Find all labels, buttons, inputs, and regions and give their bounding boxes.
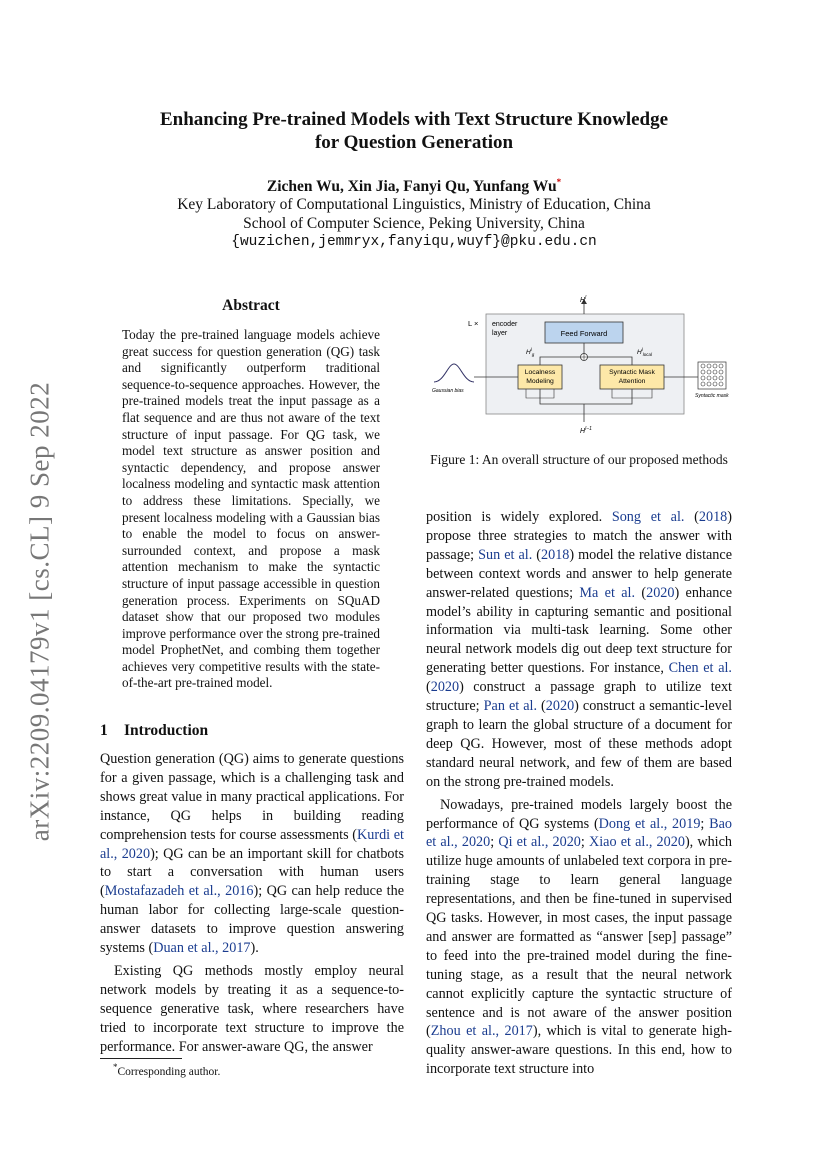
footnote-rule xyxy=(100,1058,182,1059)
gaussian-label: Gaussian bias xyxy=(432,388,464,394)
citation-link[interactable]: 2020 xyxy=(430,679,460,696)
syntactic-mask-label: Syntactic mask xyxy=(695,393,729,399)
author-footnote-mark: * xyxy=(556,177,562,187)
section-title: Introduction xyxy=(124,722,209,739)
author-list xyxy=(0,177,828,196)
citation-link[interactable]: Ma et al. xyxy=(579,584,636,601)
citation-link[interactable]: Chen et al. xyxy=(668,660,732,677)
abstract-heading: Abstract xyxy=(222,297,280,314)
right-paragraph-1: position is widely explored. Song et al. (2018) propose three strategies to match the answer with passage; Sun et al. (2018) model the relative distance between context words and answer to help generate answer-related questions; Ma et al. (2020) enhance model’s ability in capturing semantic and positional information via multi-task learning. Some other neural network models dig out deep text structure for generating better questions. For instance, Chen et al. (2020) construct a passage graph to utilize text structure; Pan et al. (2020) construct a semantic-level graph to learn the global structure of a document for deep QG. However, most of these methods adopt standard neural network, and few of them are based on the strong pre-trained models. xyxy=(426,509,733,790)
intro-paragraph-1: Question generation (QG) aims to generate questions for a given passage, which is a challenging task and shows great value in many practical applications. For instance, QG helps in building reading comprehension tests for course assessments (Kurdi et al., 2020); QG can be an important skill for chatbots to start a conversation with human users (Mostafazadeh et al., 2016); QG can help reduce the human labor for collecting large-scale question-answer datasets to improve question answering systems (Duan et al., 2017). xyxy=(100,751,405,957)
citation-link[interactable]: Dong et al., 2019 xyxy=(598,815,701,832)
footnote xyxy=(113,1062,220,1078)
citation-link[interactable]: 2020 xyxy=(545,698,575,715)
authors: Zichen Wu, Xin Jia, Fanyi Qu, Yunfang Wu xyxy=(266,178,557,196)
abstract-text: Today the pre-trained language models achieve great success for question generation (QG) task and significantly outperform traditional sequence-to-sequence approaches. However, the pre-trained models treat the input passage as a flat sequence and are thus not aware of the text structure of input passage. For QG task, we model text structure as answer position and syntactic dependency, and propose answer localness modeling and syntactic mask attention to address these limitations. Specially, we present localness modeling with a Gaussian bias to enable the model to focus on answer-surrounded context, and propose a mask attention mechanism to make the syntactic structure of input passage accessible in question generation process. Experiments on SQuAD dataset show that our proposed two modules improve performance over the strong pre-trained model ProphetNet, and combing them together achieves very competitive results with the state-of-the-art pre-trained model. xyxy=(122,327,380,691)
localness-label-2: Modeling xyxy=(526,378,554,385)
affiliation-2: School of Computer Science, Peking University, China xyxy=(243,215,585,232)
citation-link[interactable]: Duan et al., 2017 xyxy=(153,940,251,957)
citation-link[interactable]: Xiao et al., 2020 xyxy=(588,834,685,851)
figure-caption: Figure 1: An overall structure of our proposed methods xyxy=(430,452,728,467)
h-right-label: $H^l_{local}$ xyxy=(637,347,652,357)
localness-label-1: Localness xyxy=(524,369,556,376)
footnote-text: Corresponding author. xyxy=(117,1065,221,1078)
section-number: 1 xyxy=(100,722,108,739)
affiliation-1: Key Laboratory of Computational Linguistics, Ministry of Education, China xyxy=(177,196,651,213)
section-heading xyxy=(100,722,208,740)
encoder-label-1: encoder xyxy=(492,321,518,328)
encoder-label-2: layer xyxy=(492,330,508,337)
paper-title xyxy=(0,108,828,154)
syntactic-label-1: Syntactic Mask xyxy=(609,369,655,376)
syntactic-label-2: Attention xyxy=(618,378,646,385)
citation-link[interactable]: Bao et al., 2020 xyxy=(426,815,732,851)
h-top-label: $H^l$ xyxy=(580,295,587,304)
architecture-diagram xyxy=(426,294,732,439)
intro-paragraph-2: Existing QG methods mostly employ neural network models by treating it as a sequence-to-sequence generative task, where researchers have tried to incorporate text structure to improve the performance. For answer-aware QG, the answer xyxy=(100,962,404,1055)
citation-link[interactable]: Kurdi et al., 2020 xyxy=(100,826,405,862)
citation-link[interactable]: 2018 xyxy=(698,509,728,525)
footnote-mark: * xyxy=(113,1062,118,1072)
feed-forward-label: Feed Forward xyxy=(560,329,608,338)
citation-link[interactable]: Sun et al. xyxy=(478,546,533,563)
arxiv-stamp: arXiv:2209.04179v1 [cs.CL] 9 Sep 2022 xyxy=(24,381,55,842)
h-bottom-label: $H^{l-1}$ xyxy=(580,426,592,435)
gaussian-curve-icon xyxy=(434,364,474,382)
citation-link[interactable]: Mostafazadeh et al., 2016 xyxy=(104,883,254,900)
title-line-2: for Question Generation xyxy=(314,132,514,153)
h-left-label: $H^l_g$ xyxy=(526,347,535,357)
citation-link[interactable]: Qi et al., 2020 xyxy=(498,834,581,851)
left-column-body xyxy=(100,750,404,1057)
syntactic-mask-grid-icon xyxy=(701,364,723,386)
citation-link[interactable]: Pan et al. xyxy=(483,698,538,715)
repeat-label: L × xyxy=(468,319,479,328)
right-column-body xyxy=(426,508,732,1079)
citation-link[interactable]: 2020 xyxy=(646,584,675,601)
author-emails: {wuzichen,jemmryx,fanyiqu,wuyf}@pku.edu.cn xyxy=(231,234,597,250)
title-line-1: Enhancing Pre-trained Models with Text Structure Knowledge xyxy=(159,109,669,130)
right-paragraph-2: Nowadays, pre-trained models largely boost the performance of QG systems (Dong et al., 2019; Bao et al., 2020; Qi et al., 2020; Xiao et al., 2020), which utilize huge amounts of unlabeled text corpora in pre-training stage to learn general language representations, and then be fine-tuned in supervised QG tasks. However, in most cases, the input passage and answer are formatted as “answer [sep] passage” to feed into the pre-trained model during the fine-tuning stage, as a result that the neural network cannot explicitly capture the syntactic structure of sentence and is not aware of the answer position (Zhou et al., 2017), which is vital to generate high-quality answer-aware questions. In this end, how to incorporate text structure into xyxy=(426,796,733,1078)
citation-link[interactable]: Zhou et al., 2017 xyxy=(430,1023,533,1040)
citation-link[interactable]: 2018 xyxy=(541,546,570,563)
citation-link[interactable]: Song et al. xyxy=(611,509,685,525)
